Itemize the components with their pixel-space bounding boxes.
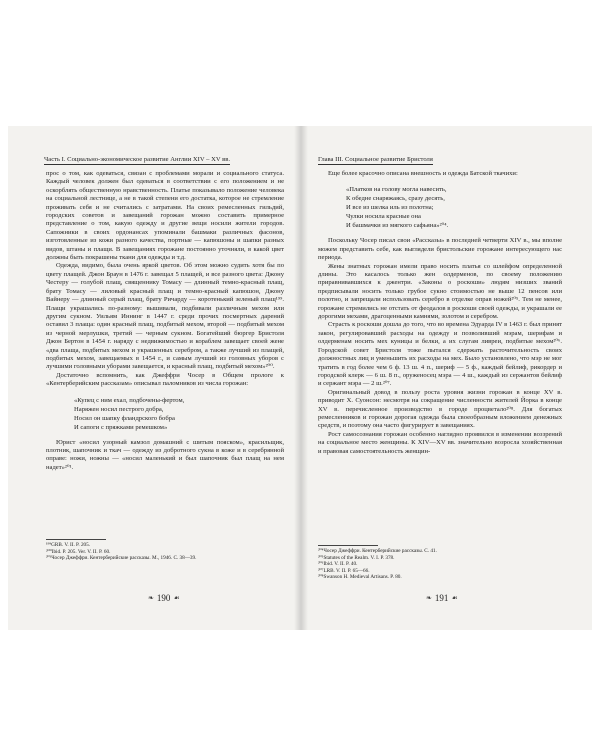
left-page [8, 126, 298, 630]
verse-line: Наряжен носил пестрого добра, [74, 405, 164, 413]
footnote: ²⁰⁵Statutes of the Realm. V. I. P. 378. [318, 554, 395, 561]
verse-line: К обедне снаряжаясь, сразу десять, [346, 195, 445, 203]
footnotes [318, 545, 562, 581]
paragraph: Оригинальный довод в пользу роста уровня жизни горожан в конце XV в. приводит Х. Суонсон: несмотря на сокращение численности жителей Йорка в конце XV в. перечисленное производство в городе процветало²⁰⁸. Для богатых ремесленников и горожан дорогая одежда была своеобразным вложением денежных средств, и поэтому она часто фигурирует в завещаниях. [318, 388, 562, 430]
verse-line: И все из шелка иль из полотна; [346, 204, 434, 212]
footnote: ¹⁹⁹GRB. V. II. P. 205. [46, 542, 91, 548]
verse-line: «Платков на голову могла навесить, [346, 186, 447, 194]
verse-quote [74, 396, 284, 432]
verse-line: Носил он шапку фландрского бобра [74, 414, 175, 422]
footnote: ²⁰⁰Ibid. P. 205. Ver. V. II. P. 60. [46, 548, 111, 555]
running-head: Часть I. Социально-экономическое развитие Англии XIV – XV вв. [44, 156, 231, 163]
page-number [148, 593, 180, 603]
verse-line: И сапоги с пряжками ремешком» [74, 423, 168, 431]
footnotes [46, 539, 284, 562]
book-spread [8, 126, 592, 630]
paragraph: прос о том, как одеваться, связан с проблемами морали и социального статуса. Каждый человек должен был одеваться в соответствии с его положением и не оскорблять общественную нравственность. Платье показывало положение человека на социальной лестнице, а не в такой степени его достатка, которое не стремление проживать себя и не считались с затратами. На своих ремесленных гильдий, городских советов и завещаний горожан можно составить примерное представление о том, какую одежду и другие вещи носили жители городов. Сапожники в своих ордонансах упоминали башмаки различных фасонов, изготовленные из кожи разного качества, портные — капюшоны и шапки разных видов, штаны и плащи. В завещаниях горожане постоянно уточняли, в какой цвет должны быть покрашены ткани для одежды и т.д. [46, 170, 284, 262]
paragraph: Еще более красочно описана внешность и одежда Батской ткачихи: [328, 170, 518, 177]
ornament-icon: ❧ [426, 594, 432, 602]
paragraph: Юрист «носил узорный камзол домашний с шитым пояском», красильщик, плотник, шапочник и ткач — одежду из добротного сукна в коже и в серебрянной оправе: ножи, ножны — «носил маленький и был шапочник был плащ на нем надет»²⁰¹. [46, 438, 284, 471]
page-number [426, 593, 458, 603]
verse-line: И башмачки из мягкого сафьяна»²⁰⁴. [346, 222, 449, 230]
verse-line: «Купец с ним ехал, подбочены-фертом, [74, 396, 185, 404]
footnote: ²⁰⁶Ibid. V. II. P. 40. [318, 561, 358, 568]
paragraph: Одежда, видимо, была очень яркой цветов. Об этом можно судить хотя бы по цвету плащей. Джон Браун в 1476 г. завещал 5 плащей, и все разного цвета: Джону Честеру — голубой плащ, священнику Томасу — длинный темно-красный плащ, брату Томасу — лиловый красный плащ и темно-красный капюшон, Джону Вайнеру — длинный серый плащ, брату Ричарду — коротенький зеленый плащ¹⁹⁹. Плащи украшались по-разному: вышивали, подбивали различным мехом или другим сукном. Уильям Иннинг в 1447 г. среди прочих посмертных дарений оставил 3 плаща: один красный плащ, подбитый мехом, второй — подбитый мехом из черной мерлушки, третий — черным сукном. Богатейший бюргер Бристоля Джон Бертон в 1454 г. наряду с недвижимостью и кораблем завещает своей жене «два плаща, подбитых мехом и украшенных серебром, а также лучший из плащей, подбитых мехом, завещаемых в 1454 г., и самым лучший из головных уборов с лучшими головными уборами завещается, и красный плащ, подбитый мехом»²⁰⁰. [46, 262, 284, 371]
paragraph: Поскольку Чосер писал свои «Рассказы» в последней четверти XIV в., мы вполне можем представить себе, как выглядели бристольские горожане интересующего нас периода. [318, 237, 562, 262]
footnote: ²⁰⁷LRB. V. II. P. 65—66. [318, 567, 370, 574]
footnote: ²⁰¹Чосер Джеффри. Кентерберийские рассказы. М., 1946. С. 38—39. [46, 555, 197, 562]
paragraph: Достаточно вспомнить, как Джеффри Чосер в Общем прологе к «Кентерберийским рассказам» описывал паломников из числа горожан: [46, 371, 284, 388]
ornament-icon: ☙ [173, 594, 180, 602]
ornament-icon: ☙ [451, 594, 458, 602]
ornament-icon: ❧ [148, 594, 154, 602]
footnote-rule [46, 539, 106, 540]
page-number-label: 191 [434, 593, 449, 603]
footnote: ²⁰⁴Чосер Джеффри. Кентерберийские рассказы. С. 41. [318, 548, 437, 554]
right-page [304, 126, 592, 630]
paragraph: Жены знатных горожан имели право носить платья со шлейфом определенной длины. Это касалось только жен олдерменов, по своему положению приравнивавшихся к джентри. «Законы о роскоши» людям низших званий предписывали носить только грубое сукно стоимостью не выше 12 пенсов или полотно, и запрещали использовать серебро в отделке оправ ножей²⁰⁵. Тем не менее, горожане стремились не отстать от феодалов в роскоши своей одежды, и украшали ее дорогими мехами, драгоценными камнями, золотом и серебром. [318, 262, 562, 321]
body-text [318, 170, 562, 456]
paragraph: Рост самосознания горожан особенно наглядно проявился в изменении воззрений на социальное место женщины. К XIV—XV вв. значительно возросла хозяйственная и правовая самостоятельность женщин- [318, 430, 562, 455]
body-text [46, 170, 284, 472]
footnote: ²⁰⁸Swanson H. Medieval Artisans. P. 80. [318, 574, 402, 581]
verse-line: Чулки носила красные она [346, 213, 421, 221]
running-head: Глава III. Социальное развитие Бристоля [318, 156, 433, 163]
paragraph: Страсть к роскоши дошла до того, что во времена Эдуарда IV в 1463 г. был принят закон, регулировавший расходы на одежду и позволивший мэрам, шерифам и олдерменам носить мех куницы и белки, а их слугам ливреи, подбитые мехом²⁰⁶. Городской совет Бристоля тоже пытался сдержать расточительность своих должностных лиц и уменьшить их расходы на мех. Было установлено, что мэр не мог тратить в год более чем 6 ф. 13 ш. 4 п., шериф — 5 ф., каждый бейлиф, рикордер и городской клерк — 6 ш. 8 п., оруженосец мэра — 4 ш., каждый из сержантов бейлиф и сержант мэра — 2 ш.²⁰⁷. [318, 321, 562, 388]
verse-quote [346, 185, 562, 230]
page-number-label: 190 [156, 593, 171, 603]
footnote-rule [318, 545, 378, 546]
